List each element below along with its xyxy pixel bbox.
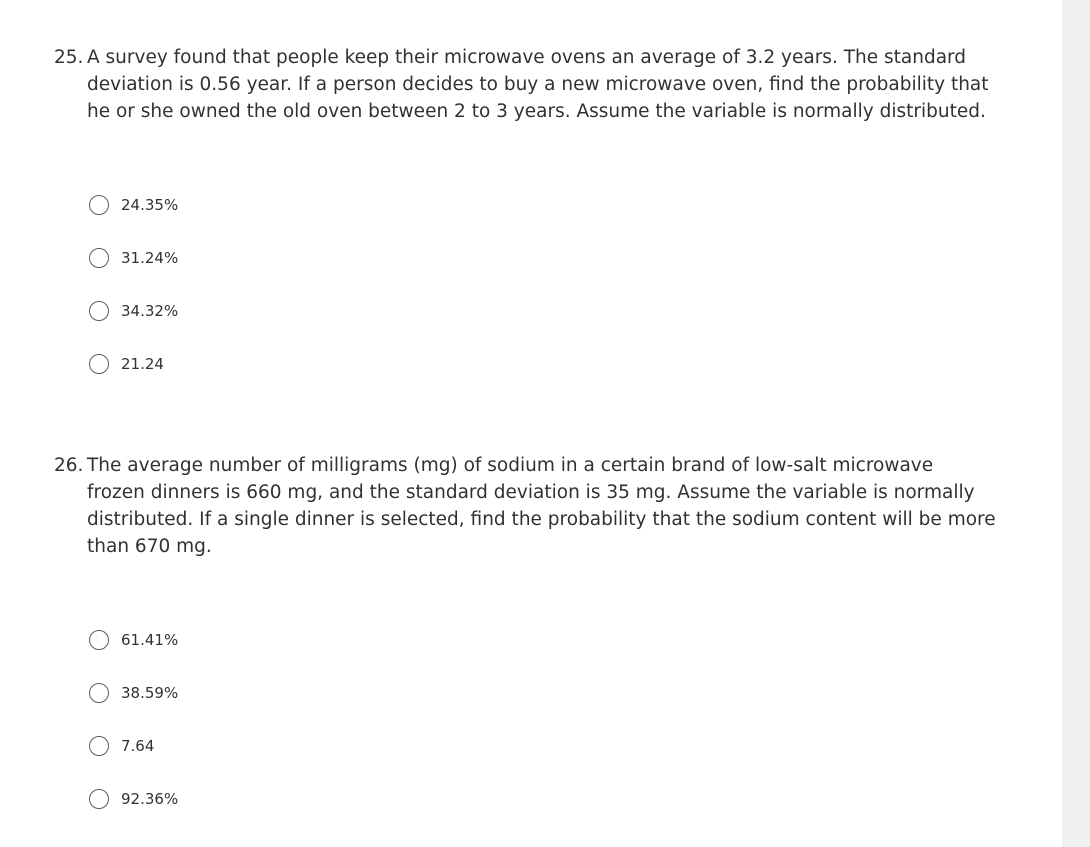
option-label: 21.24: [121, 354, 164, 373]
question-number: 25.: [54, 47, 84, 68]
option-label: 31.24%: [121, 248, 179, 267]
radio-button[interactable]: [89, 630, 109, 650]
radio-button[interactable]: [89, 248, 109, 268]
radio-button[interactable]: [89, 301, 109, 321]
question-text: [54, 452, 1004, 560]
question-body: A survey found that people keep their microwave ovens an average of 3.2 years. The standard deviation is 0.56 year. If a person decides to buy a new microwave oven, find the probability that he or she owned the old oven between 2 to 3 years. Assume the variable is normally distributed.: [87, 47, 989, 122]
answer-option[interactable]: [89, 178, 178, 231]
question-number: 26.: [54, 455, 84, 476]
option-label: 61.41%: [121, 630, 179, 649]
answer-option[interactable]: [89, 231, 178, 284]
radio-button[interactable]: [89, 736, 109, 756]
option-label: 34.32%: [121, 301, 179, 320]
right-panel-strip: [1062, 0, 1090, 847]
answer-option[interactable]: [89, 284, 178, 337]
question-body: The average number of milligrams (mg) of sodium in a certain brand of low-salt microwave frozen dinners is 660 mg, and the standard deviation is 35 mg. Assume the variable is normally distributed. If a single dinner is selected, find the probability that the sodium content will be more than 670 mg.: [87, 455, 996, 557]
option-label: 38.59%: [121, 683, 179, 702]
radio-button[interactable]: [89, 789, 109, 809]
answer-option[interactable]: [89, 337, 178, 390]
option-label: 24.35%: [121, 195, 179, 214]
question-25-options: [89, 178, 178, 390]
answer-option[interactable]: [89, 666, 178, 719]
radio-button[interactable]: [89, 683, 109, 703]
radio-button[interactable]: [89, 354, 109, 374]
question-26: [54, 452, 1004, 560]
option-label: 7.64: [121, 736, 155, 755]
question-25: [54, 44, 1004, 125]
option-label: 92.36%: [121, 789, 179, 808]
question-26-options: [89, 613, 178, 825]
question-text: [54, 44, 1004, 125]
answer-option[interactable]: [89, 613, 178, 666]
answer-option[interactable]: [89, 772, 178, 825]
radio-button[interactable]: [89, 195, 109, 215]
answer-option[interactable]: [89, 719, 178, 772]
